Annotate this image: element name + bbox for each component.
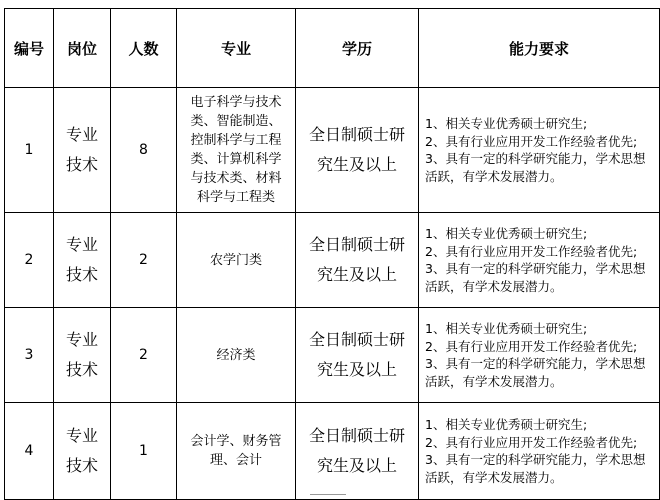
cell-post (54, 88, 111, 213)
req-item: 3、具有一定的科学研究能力，学术思想活跃，有学术发展潜力。 (425, 452, 646, 485)
header-count: 人数 (111, 9, 177, 88)
req-item: 1、相关专业优秀硕士研究生; (425, 417, 588, 432)
edu-line: 全日制硕士研 (308, 235, 405, 254)
post-line: 技术 (65, 456, 98, 475)
table-row (5, 403, 660, 500)
cell-no: 1 (5, 88, 54, 213)
major-line: 科学与工程类 (196, 190, 275, 205)
edu-line: 究生及以上 (316, 155, 397, 174)
cell-post (54, 403, 111, 500)
major-line: 理、会计 (209, 453, 262, 468)
cell-major (177, 213, 296, 308)
major-line: 电子科学与技术 (190, 95, 282, 110)
cell-education (296, 403, 419, 500)
major-line: 经济类 (216, 347, 256, 363)
req-item: 2、具有行业应用开发工作经验者优先; (425, 338, 638, 354)
cell-requirements (419, 403, 660, 500)
major-line: 类、计算机科学 (190, 152, 282, 167)
cell-requirements (419, 88, 660, 213)
edu-line: 全日制硕士研 (308, 125, 405, 144)
post-line: 技术 (65, 265, 98, 284)
cell-requirements (419, 213, 660, 308)
cell-count: 2 (111, 308, 177, 403)
req-item: 2、具有行业应用开发工作经验者优先; (425, 434, 638, 450)
cell-education (296, 213, 419, 308)
post-line: 技术 (65, 155, 98, 174)
post-line: 专业 (65, 426, 98, 445)
major-line: 类、智能制造、 (190, 114, 282, 129)
req-item: 2、具有行业应用开发工作经验者优先; (425, 133, 638, 149)
cell-count: 8 (111, 88, 177, 213)
cell-no: 2 (5, 213, 54, 308)
req-item: 2、具有行业应用开发工作经验者优先; (425, 243, 638, 259)
header-row (5, 9, 660, 88)
major-line: 控制科学与工程 (190, 133, 282, 148)
cell-no: 3 (5, 308, 54, 403)
req-item: 3、具有一定的科学研究能力，学术思想活跃，有学术发展潜力。 (425, 356, 646, 389)
major-line: 会计学、财务管 (190, 434, 282, 449)
cell-requirements (419, 308, 660, 403)
cell-count: 2 (111, 213, 177, 308)
post-line: 技术 (65, 360, 98, 379)
edu-line: 究生及以上 (316, 265, 397, 284)
edu-line: 全日制硕士研 (308, 330, 405, 349)
header-major: 专业 (177, 9, 296, 88)
cell-major (177, 88, 296, 213)
req-item: 1、相关专业优秀硕士研究生; (425, 226, 588, 241)
recruitment-table (4, 8, 660, 500)
cell-post (54, 213, 111, 308)
cell-no: 4 (5, 403, 54, 500)
header-education: 学历 (296, 9, 419, 88)
req-item: 1、相关专业优秀硕士研究生; (425, 321, 588, 336)
table-row (5, 88, 660, 213)
cell-education (296, 308, 419, 403)
post-line: 专业 (65, 235, 98, 254)
post-line: 专业 (65, 125, 98, 144)
table-row (5, 213, 660, 308)
major-line: 农学门类 (209, 252, 262, 268)
req-item: 3、具有一定的科学研究能力，学术思想活跃，有学术发展潜力。 (425, 151, 646, 184)
page-divider (310, 494, 346, 495)
cell-education (296, 88, 419, 213)
cell-major (177, 403, 296, 500)
cell-major (177, 308, 296, 403)
cell-count: 1 (111, 403, 177, 500)
cell-post (54, 308, 111, 403)
recruitment-table-wrapper (4, 8, 659, 500)
table-row (5, 308, 660, 403)
edu-line: 究生及以上 (316, 360, 397, 379)
header-no: 编号 (5, 9, 54, 88)
major-line: 与技术类、材料 (190, 171, 282, 186)
req-item: 1、相关专业优秀硕士研究生; (425, 116, 588, 131)
edu-line: 全日制硕士研 (308, 426, 405, 445)
post-line: 专业 (65, 330, 98, 349)
edu-line: 究生及以上 (316, 456, 397, 475)
header-post: 岗位 (54, 9, 111, 88)
req-item: 3、具有一定的科学研究能力，学术思想活跃，有学术发展潜力。 (425, 261, 646, 294)
header-requirements: 能力要求 (419, 9, 660, 88)
